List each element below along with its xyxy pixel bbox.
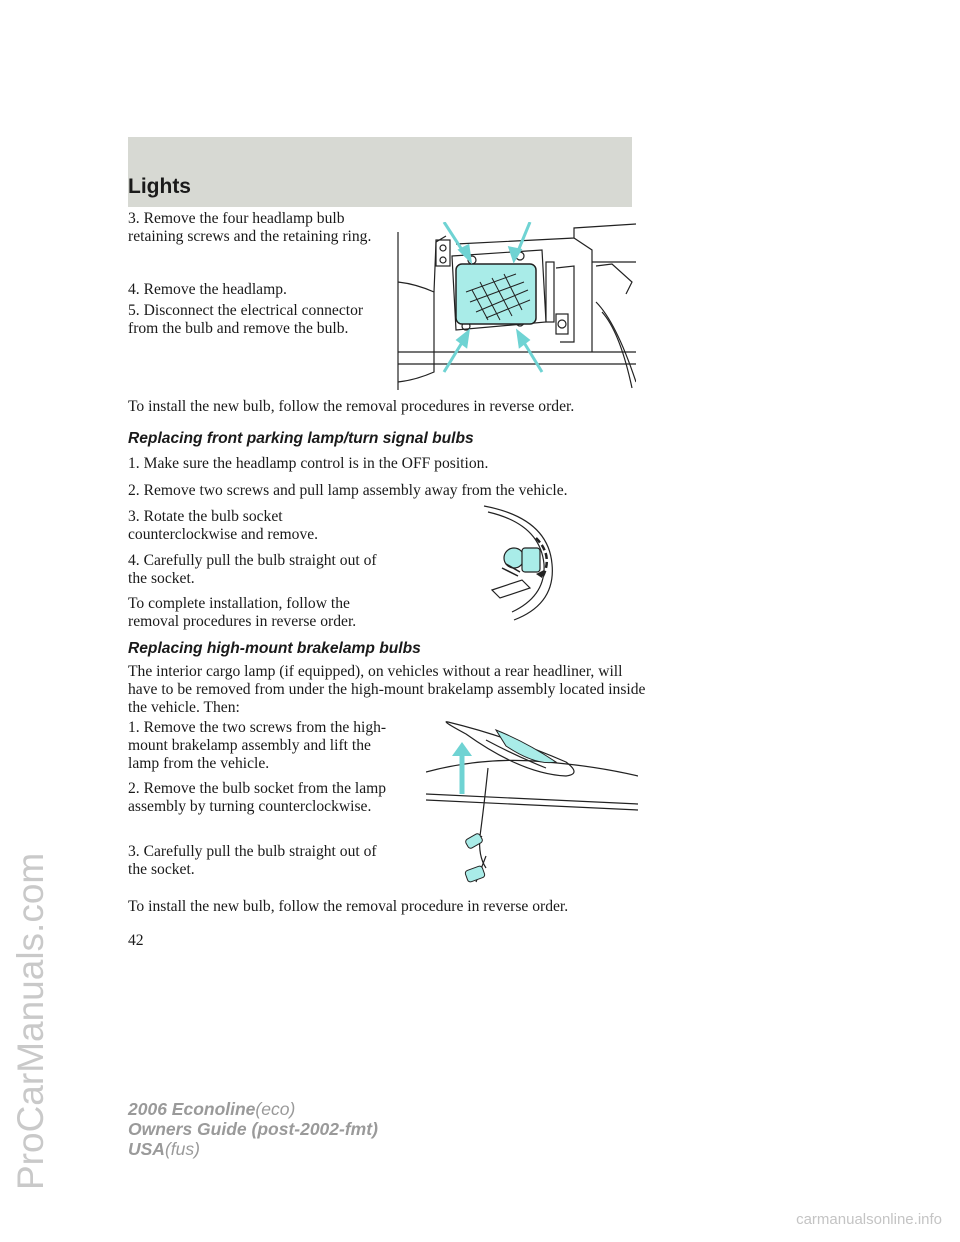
footer-market: USA (128, 1139, 165, 1159)
parking-step-4: 4. Carefully pull the bulb straight out of the socket. (128, 552, 377, 587)
parking-lamp-illustration (478, 504, 564, 622)
lift-arrow (452, 742, 472, 794)
brakelamp-heading: Replacing high-mount brakelamp bulbs (128, 640, 421, 657)
footer-model: 2006 Econoline (128, 1099, 256, 1119)
brakelamp-intro: The interior cargo lamp (if equipped), on vehicles without a rear headliner, will have to be removed from under the high-mount brakelamp assembly located inside the vehicle. Then: (128, 663, 646, 716)
parking-step-3: 3. Rotate the bulb socket counterclockwise and remove. (128, 508, 319, 543)
footer-line-1 (128, 1100, 295, 1119)
footer-market-code: (fus) (164, 1139, 200, 1159)
bottom-watermark: carmanualsonline.info (796, 1211, 942, 1228)
side-watermark: ProCarManuals.com (10, 852, 51, 1190)
headlamp-step-5: 5. Disconnect the electrical connector from the bulb and remove the bulb. (128, 302, 364, 337)
headlamp-install-note: To install the new bulb, follow the removal procedures in reverse order. (128, 398, 575, 415)
headlamp-illustration (396, 222, 636, 390)
brakelamp-illustration (426, 716, 638, 888)
brakelamp-step-2: 2. Remove the bulb socket from the lamp assembly by turning counterclockwise. (128, 780, 387, 815)
parking-step-1: 1. Make sure the headlamp control is in the OFF position. (128, 455, 489, 472)
brakelamp-step-3: 3. Carefully pull the bulb straight out of the socket. (128, 843, 377, 878)
footer-model-code: (eco) (255, 1099, 296, 1119)
headlamp-step-3: 3. Remove the four headlamp bulb retaining screws and the retaining ring. (128, 210, 372, 245)
footer-line-2: Owners Guide (post-2002-fmt) (128, 1119, 378, 1139)
page-number: 42 (128, 932, 144, 949)
parking-complete-note: To complete installation, follow the removal procedures in reverse order. (128, 595, 357, 630)
headlamp-step-4: 4. Remove the headlamp. (128, 281, 287, 298)
brakelamp-step-1: 1. Remove the two screws from the high-mount brakelamp assembly and lift the lamp from the vehicle. (128, 719, 387, 772)
brakelamp-install-note: To install the new bulb, follow the removal procedure in reverse order. (128, 898, 569, 915)
section-title: Lights (128, 175, 191, 198)
parking-step-2: 2. Remove two screws and pull lamp assembly away from the vehicle. (128, 482, 568, 499)
parking-lamp-heading: Replacing front parking lamp/turn signal bulbs (128, 430, 474, 447)
footer-line-3 (128, 1140, 200, 1159)
section-header-band (128, 137, 632, 207)
headlamp-lens-shape (456, 264, 536, 324)
